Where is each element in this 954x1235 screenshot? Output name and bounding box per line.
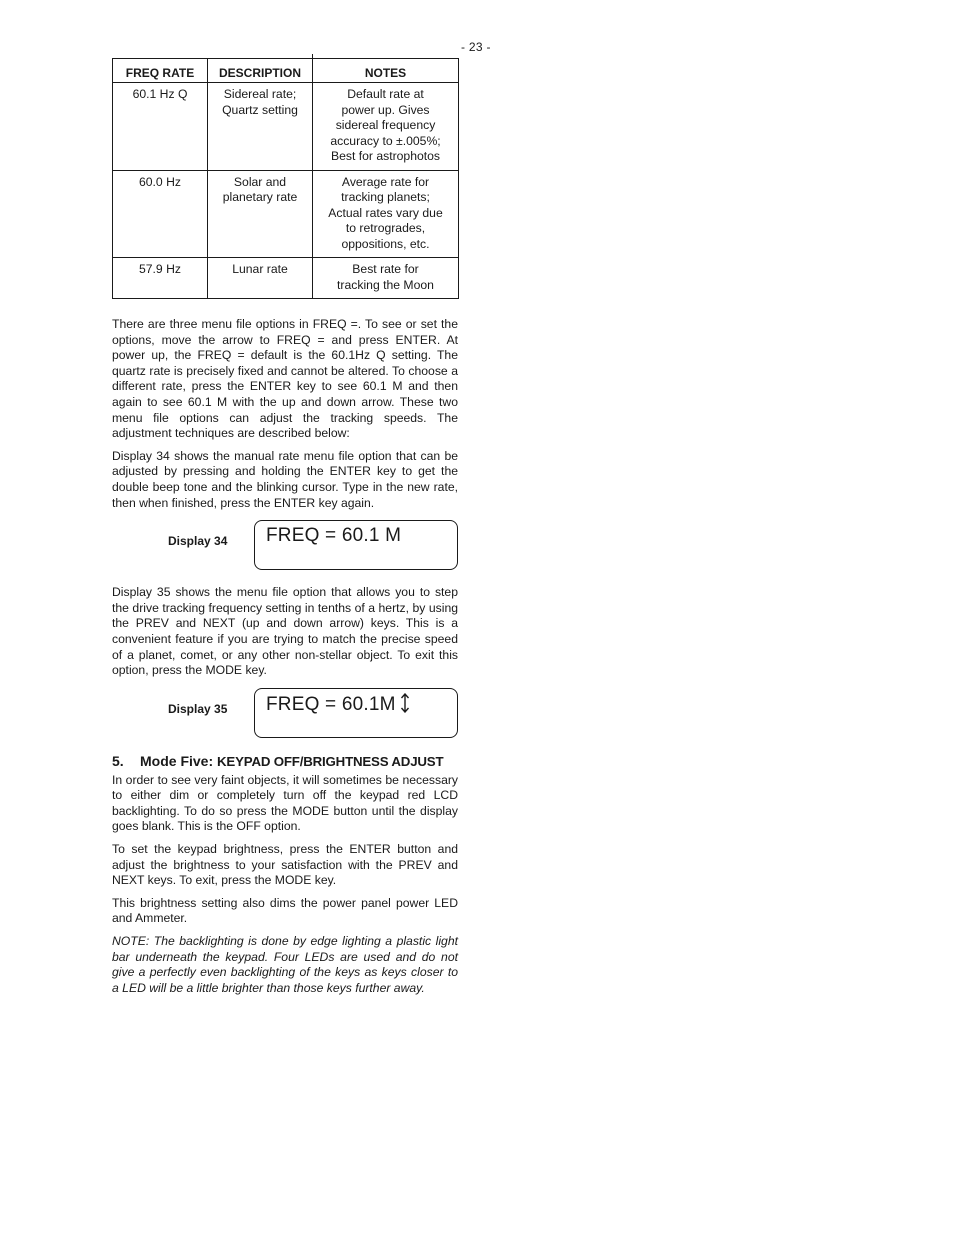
main-column [112,58,458,1003]
cell-line: Actual rates vary due [328,205,443,220]
cell-line: Lunar rate [232,262,288,276]
header-freq-rate: FREQ RATE [113,59,208,83]
cell-rate: 60.1 Hz Q [113,83,208,171]
paragraph-brightness: To set the keypad brightness, press the ENTER button and adjust the brightness to your satisfaction with the PREV and NEXT keys. To exit, press the MODE key. [112,842,458,888]
display-35 [112,688,458,740]
cell-line: to retrogrades, [345,221,426,235]
paragraph-display-35: Display 35 shows the menu file option that allows you to step the drive tracking frequency setting in tenths of a hertz, by using the PREV and NEXT (up and down arrow) keys. This is a convenient feature if you are trying to match the precise speed of a planet, comet, or any other non-stellar object. To exit this option, press the MODE key. [112,585,458,678]
cell-line: Average rate for [341,174,430,189]
lcd-text-34: FREQ = 60.1 M [266,525,402,547]
cell-line: Solar and [233,174,287,189]
display-34 [112,520,458,572]
table-row [113,258,459,299]
display-34-label: Display 34 [168,534,228,549]
display-35-label: Display 35 [168,701,228,716]
paragraph-keypad-off: In order to see very faint objects, it will sometimes be necessary to either dim or completely turn off the keypad red LCD backlighting. To do so press the MODE button until the display goes blank. This is the OFF option. [112,772,458,834]
section-subtitle: KEYPAD OFF/BRIGHTNESS ADJUST [217,753,444,769]
cell-description [208,258,313,299]
cell-line: Sidereal rate; [223,87,297,101]
frequency-rate-table [112,58,459,299]
paragraph-freq-options: There are three menu file options in FREQ =. To see or set the options, move the arrow to FREQ = and press ENTER. At power up, the FREQ = default is the 60.1Hz Q setting. The quartz rate is precisely fixed and cannot be altered. To choose a different rate, press the ENTER key to see 60.1 M and then again to see 60.1 M with the up and down arrow. These two menu file options can adjust the tracking speeds. The adjustment techniques are described below: [112,317,458,441]
cell-rate: 60.0 Hz [113,170,208,258]
cell-notes [313,258,459,299]
section-number: 5. [112,752,124,769]
paragraph-display-34: Display 34 shows the manual rate menu file option that can be adjusted by pressing and holding the ENTER key to get the double beep tone and the blinking cursor. Type in the new rate, then when finished, press the ENTER key again. [112,448,458,510]
cell-line: Default rate at [347,87,424,101]
lcd-text-35: FREQ = 60.1M [266,693,396,715]
cell-description [208,83,313,171]
paragraph-note: NOTE: The backlighting is done by edge lighting a plastic light bar underneath the keypad. Four LEDs are used and do not give a perfectly even backlighting of the keys as keys closer to a LED will be a little brighter than those keys further away. [112,934,458,995]
lcd-text-35-wrap [266,693,410,716]
section-heading-mode-five [112,753,458,770]
cell-line: Quartz setting [222,102,298,117]
cell-notes [313,83,459,171]
cell-line: oppositions, etc. [341,236,430,251]
up-down-arrow-icon [400,693,410,713]
paragraph-power-led: This brightness setting also dims the power panel power LED and Ammeter. [112,895,458,926]
cell-line: tracking planets; [341,190,430,204]
header-notes: NOTES [313,59,459,83]
cell-line: accuracy to ±.005%; [330,133,441,148]
cell-line: Best for astrophotos [330,149,441,163]
section-title: Mode Five: [140,752,218,769]
lcd-display-34 [254,520,458,570]
cell-rate: 57.9 Hz [113,258,208,299]
table-header-row [113,59,459,83]
cell-line: planetary rate [222,190,298,204]
header-description: DESCRIPTION [208,59,313,83]
page-number: - 23 - [461,40,491,54]
table-row [113,170,459,258]
table-column-tick [312,54,313,59]
lcd-display-35 [254,688,458,738]
cell-line: Best rate for [352,262,419,276]
cell-line: tracking the Moon [337,277,434,292]
table-row [113,83,459,171]
cell-description [208,170,313,258]
cell-notes [313,170,459,258]
cell-line: sidereal frequency [335,118,436,132]
cell-line: power up. Gives [341,102,430,117]
